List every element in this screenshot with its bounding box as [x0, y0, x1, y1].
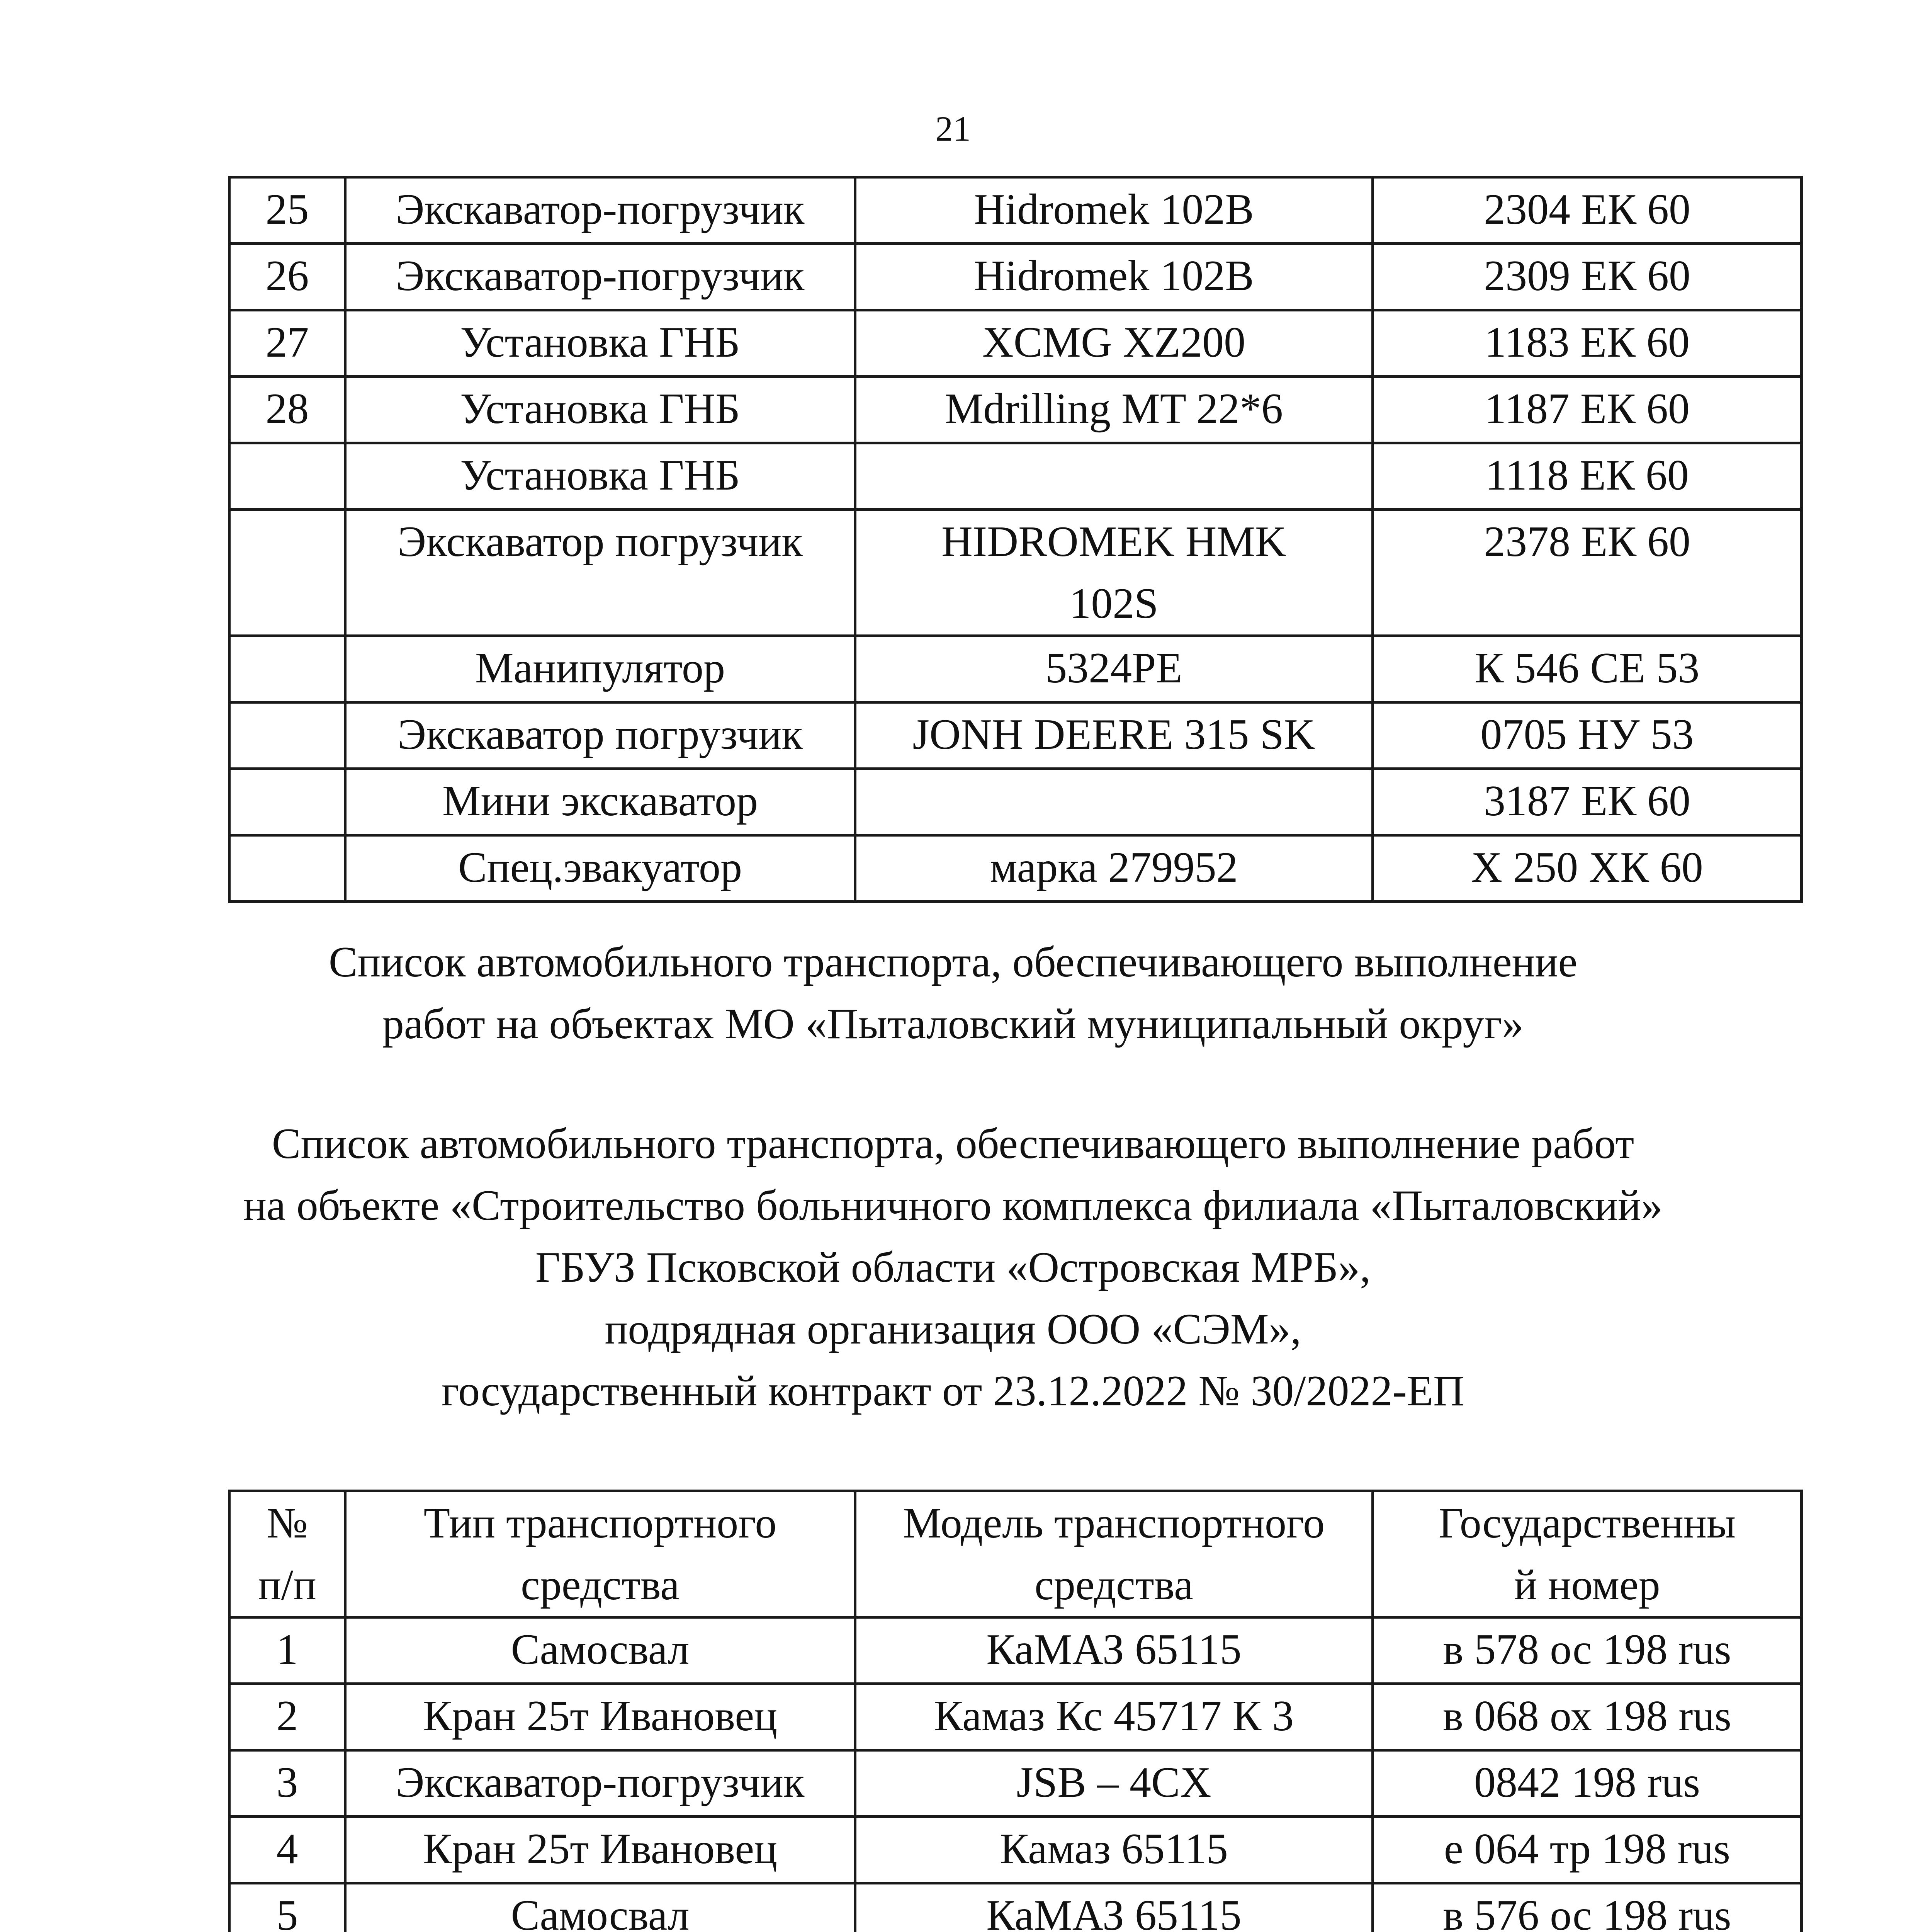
vehicle-type: Установка ГНБ	[345, 310, 855, 377]
heading-line: Список автомобильного транспорта, обеспечивающего выполнение	[328, 938, 1578, 986]
registration-plate: в 578 ос 198 rus	[1373, 1617, 1802, 1684]
row-number: 25	[229, 177, 345, 244]
registration-plate: е 064 тр 198 rus	[1373, 1817, 1802, 1883]
vehicle-type: Манипулятор	[345, 636, 855, 702]
heading-line: на объекте «Строительство больничного комплекса филиала «Пыталовский»	[243, 1182, 1663, 1230]
row-number	[229, 835, 345, 902]
vehicle-model: XCMG XZ200	[855, 310, 1373, 377]
vehicle-type: Мини экскаватор	[345, 769, 855, 835]
vehicle-model-line-1: HIDROMEK HMK	[941, 518, 1286, 566]
table-row	[229, 636, 1802, 702]
vehicle-type: Самосвал	[345, 1617, 855, 1684]
heading-line: государственный контракт от 23.12.2022 № 30/2022-ЕП	[441, 1367, 1465, 1415]
vehicle-model: 5324PE	[855, 636, 1373, 702]
row-number	[229, 443, 345, 510]
table-row	[229, 769, 1802, 835]
row-number	[229, 702, 345, 769]
section-heading-mo	[0, 931, 1906, 1055]
table-row	[229, 1817, 1802, 1883]
heading-line: работ на объектах МО «Пыталовский муниципальный округ»	[382, 1000, 1524, 1048]
header-line: Модель транспортного	[903, 1499, 1325, 1547]
table-header-row	[229, 1491, 1802, 1617]
table-row	[229, 1883, 1802, 1932]
registration-plate: 1118 ЕК 60	[1373, 443, 1802, 510]
row-number: 26	[229, 244, 345, 310]
row-number: 3	[229, 1750, 345, 1817]
row-number	[229, 636, 345, 702]
equipment-table-continued	[228, 176, 1803, 903]
column-header-number	[229, 1491, 345, 1617]
registration-plate: 2304 ЕК 60	[1373, 177, 1802, 244]
vehicle-type: Самосвал	[345, 1883, 855, 1932]
column-header-model	[855, 1491, 1373, 1617]
vehicle-type: Экскаватор-погрузчик	[345, 1750, 855, 1817]
vehicle-model	[855, 769, 1373, 835]
table-row	[229, 310, 1802, 377]
vehicle-model: марка 279952	[855, 835, 1373, 902]
table-row	[229, 702, 1802, 769]
section-heading-hospital	[0, 1113, 1906, 1422]
table-row	[229, 510, 1802, 636]
registration-plate: в 576 ос 198 rus	[1373, 1883, 1802, 1932]
column-header-plate	[1373, 1491, 1802, 1617]
registration-plate: 1187 ЕК 60	[1373, 377, 1802, 443]
page-number: 21	[935, 109, 971, 148]
registration-plate: 2378 ЕК 60	[1373, 510, 1802, 636]
registration-plate: 2309 ЕК 60	[1373, 244, 1802, 310]
vehicle-type: Кран 25т Ивановец	[345, 1684, 855, 1750]
vehicle-model: КаМАЗ 65115	[855, 1617, 1373, 1684]
table-row	[229, 244, 1802, 310]
registration-plate: Х 250 ХК 60	[1373, 835, 1802, 902]
header-line: й номер	[1514, 1561, 1660, 1609]
vehicle-model: Камаз 65115	[855, 1817, 1373, 1883]
header-line: №	[267, 1499, 308, 1547]
vehicle-type: Экскаватор погрузчик	[345, 702, 855, 769]
vehicle-model: Hidromek 102B	[855, 177, 1373, 244]
vehicle-model	[855, 443, 1373, 510]
row-number	[229, 510, 345, 636]
vehicle-model: Hidromek 102B	[855, 244, 1373, 310]
column-header-type	[345, 1491, 855, 1617]
vehicle-type: Экскаватор погрузчик	[345, 510, 855, 636]
row-number: 4	[229, 1817, 345, 1883]
table-row	[229, 1750, 1802, 1817]
heading-line: ГБУЗ Псковской области «Островская МРБ»,	[535, 1243, 1371, 1291]
row-number: 27	[229, 310, 345, 377]
vehicle-type: Установка ГНБ	[345, 377, 855, 443]
header-line: п/п	[258, 1561, 316, 1609]
vehicle-model: Камаз Кс 45717 К 3	[855, 1684, 1373, 1750]
vehicle-model	[855, 510, 1373, 636]
vehicle-model: JSB – 4CX	[855, 1750, 1373, 1817]
registration-plate: 0705 НУ 53	[1373, 702, 1802, 769]
vehicle-type: Установка ГНБ	[345, 443, 855, 510]
header-line: средства	[1035, 1561, 1193, 1609]
registration-plate: 3187 ЕК 60	[1373, 769, 1802, 835]
table-row	[229, 377, 1802, 443]
vehicle-type: Экскаватор-погрузчик	[345, 177, 855, 244]
heading-line: Список автомобильного транспорта, обеспечивающего выполнение работ	[272, 1120, 1634, 1168]
table-row	[229, 177, 1802, 244]
table-row	[229, 1617, 1802, 1684]
registration-plate: 1183 ЕК 60	[1373, 310, 1802, 377]
registration-plate: в 068 ох 198 rus	[1373, 1684, 1802, 1750]
table-row	[229, 835, 1802, 902]
vehicle-model: КаМАЗ 65115	[855, 1883, 1373, 1932]
registration-plate: 0842 198 rus	[1373, 1750, 1802, 1817]
vehicle-model: JONH DEERE 315 SK	[855, 702, 1373, 769]
vehicle-type: Спец.эвакуатор	[345, 835, 855, 902]
vehicle-model-line-2: 102S	[1069, 580, 1159, 628]
heading-line: подрядная организация ООО «СЭМ»,	[605, 1305, 1301, 1353]
vehicle-model: Mdrilling MT 22*6	[855, 377, 1373, 443]
header-line: Тип транспортного	[423, 1499, 777, 1547]
header-line: средства	[521, 1561, 680, 1609]
vehicle-type: Кран 25т Ивановец	[345, 1817, 855, 1883]
vehicle-type: Экскаватор-погрузчик	[345, 244, 855, 310]
hospital-vehicles-table	[228, 1490, 1803, 1932]
row-number: 28	[229, 377, 345, 443]
table-row	[229, 1684, 1802, 1750]
registration-plate: К 546 СЕ 53	[1373, 636, 1802, 702]
header-line: Государственны	[1438, 1499, 1736, 1547]
row-number: 1	[229, 1617, 345, 1684]
row-number: 2	[229, 1684, 345, 1750]
row-number: 5	[229, 1883, 345, 1932]
table-row	[229, 443, 1802, 510]
row-number	[229, 769, 345, 835]
